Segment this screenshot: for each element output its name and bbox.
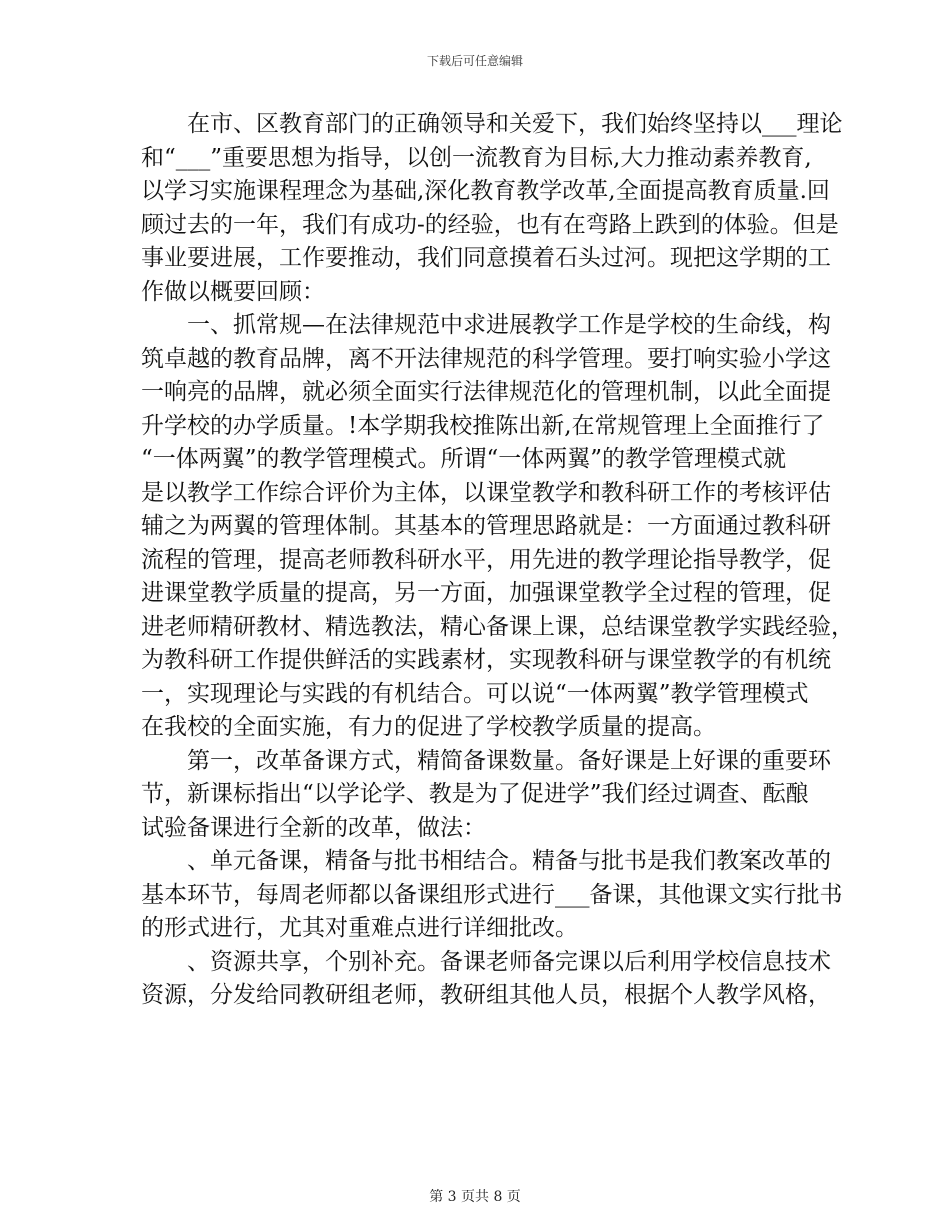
text-line: 基本环节，每周老师都以备课组形式进行___备课，其他课文实行批书 bbox=[141, 881, 843, 908]
text-line: 进老师精研教材、精选教法，精心备课上课，总结课堂教学实践经验， bbox=[141, 613, 854, 640]
text-line: 的形式进行，尤其对重难点进行详细批改。 bbox=[141, 915, 578, 941]
text-line: 、资源共享，个别补充。备课老师备完课以后利用学校信息技术 bbox=[141, 948, 831, 975]
text-line: 流程的管理，提高老师教科研水平，用先进的教学理论指导教学，促 bbox=[141, 546, 831, 573]
text-line: 作做以概要回顾： bbox=[141, 278, 325, 305]
text-line: 试验备课进行全新的改革，做法： bbox=[141, 814, 486, 841]
text-line: 事业要进展，工作要推动，我们同意摸着石头过河。现把这学期的工 bbox=[141, 245, 831, 271]
text-line: 进课堂教学质量的提高，另一方面，加强课堂教学全过程的管理，促 bbox=[141, 580, 831, 606]
text-line: 筑卓越的教育品牌，离不开法律规范的科学管理。要打响实验小学这 bbox=[141, 345, 831, 372]
text-line: 第一，改革备课方式，精简备课数量。备好课是上好课的重要环 bbox=[141, 747, 831, 774]
page-header: 下载后可任意编辑 bbox=[426, 54, 523, 68]
text-line: 资源，分发给同教研组老师，教研组其他人员，根据个人教学风格， bbox=[141, 982, 831, 1008]
text-line: “一体两翼”的教学管理模式。所谓“一体两翼”的教学管理模式就 bbox=[141, 446, 787, 472]
text-line: 在市、区教育部门的正确领导和关爱下，我们始终坚持以___理论 bbox=[141, 111, 843, 137]
document-body bbox=[141, 108, 854, 1013]
text-line: 为教科研工作提供鲜活的实践素材，实现教科研与课堂教学的有机统 bbox=[141, 647, 831, 673]
page-footer: 第 3 页共 8 页 bbox=[429, 1189, 521, 1205]
text-line: 辅之为两翼的管理体制。其基本的管理思路就是：一方面通过教科研 bbox=[141, 513, 831, 539]
text-line: 一、抓常规—在法律规范中求进展教学工作是学校的生命线，构 bbox=[141, 312, 831, 338]
text-line: 、单元备课，精备与批书相结合。精备与批书是我们教案改革的 bbox=[141, 848, 831, 874]
text-line: 在我校的全面实施，有力的促进了学校教学质量的提高。 bbox=[141, 714, 716, 740]
text-line: 一响亮的品牌，就必须全面实行法律规范化的管理机制，以此全面提 bbox=[141, 379, 831, 405]
text-line: 一，实现理论与实践的有机结合。可以说“一体两翼”教学管理模式 bbox=[141, 680, 809, 707]
text-line: 是以教学工作综合评价为主体，以课堂教学和教科研工作的考核评估 bbox=[141, 479, 831, 506]
text-line: 和“___”重要思想为指导，以创一流教育为目标,大力推动素养教育, bbox=[141, 144, 812, 171]
text-line: 节，新课标指出“以学论学、教是为了促进学”我们经过调查、酝酿 bbox=[141, 781, 809, 807]
text-line: 顾过去的一年，我们有成功-的经验，也有在弯路上跌到的体验。但是 bbox=[141, 211, 839, 238]
text-line: 以学习实施课程理念为基础,深化教育教学改革,全面提高教育质量.回 bbox=[141, 178, 830, 204]
text-line: 升学校的办学质量。!本学期我校推陈出新,在常规管理上全面推行了 bbox=[141, 412, 825, 439]
